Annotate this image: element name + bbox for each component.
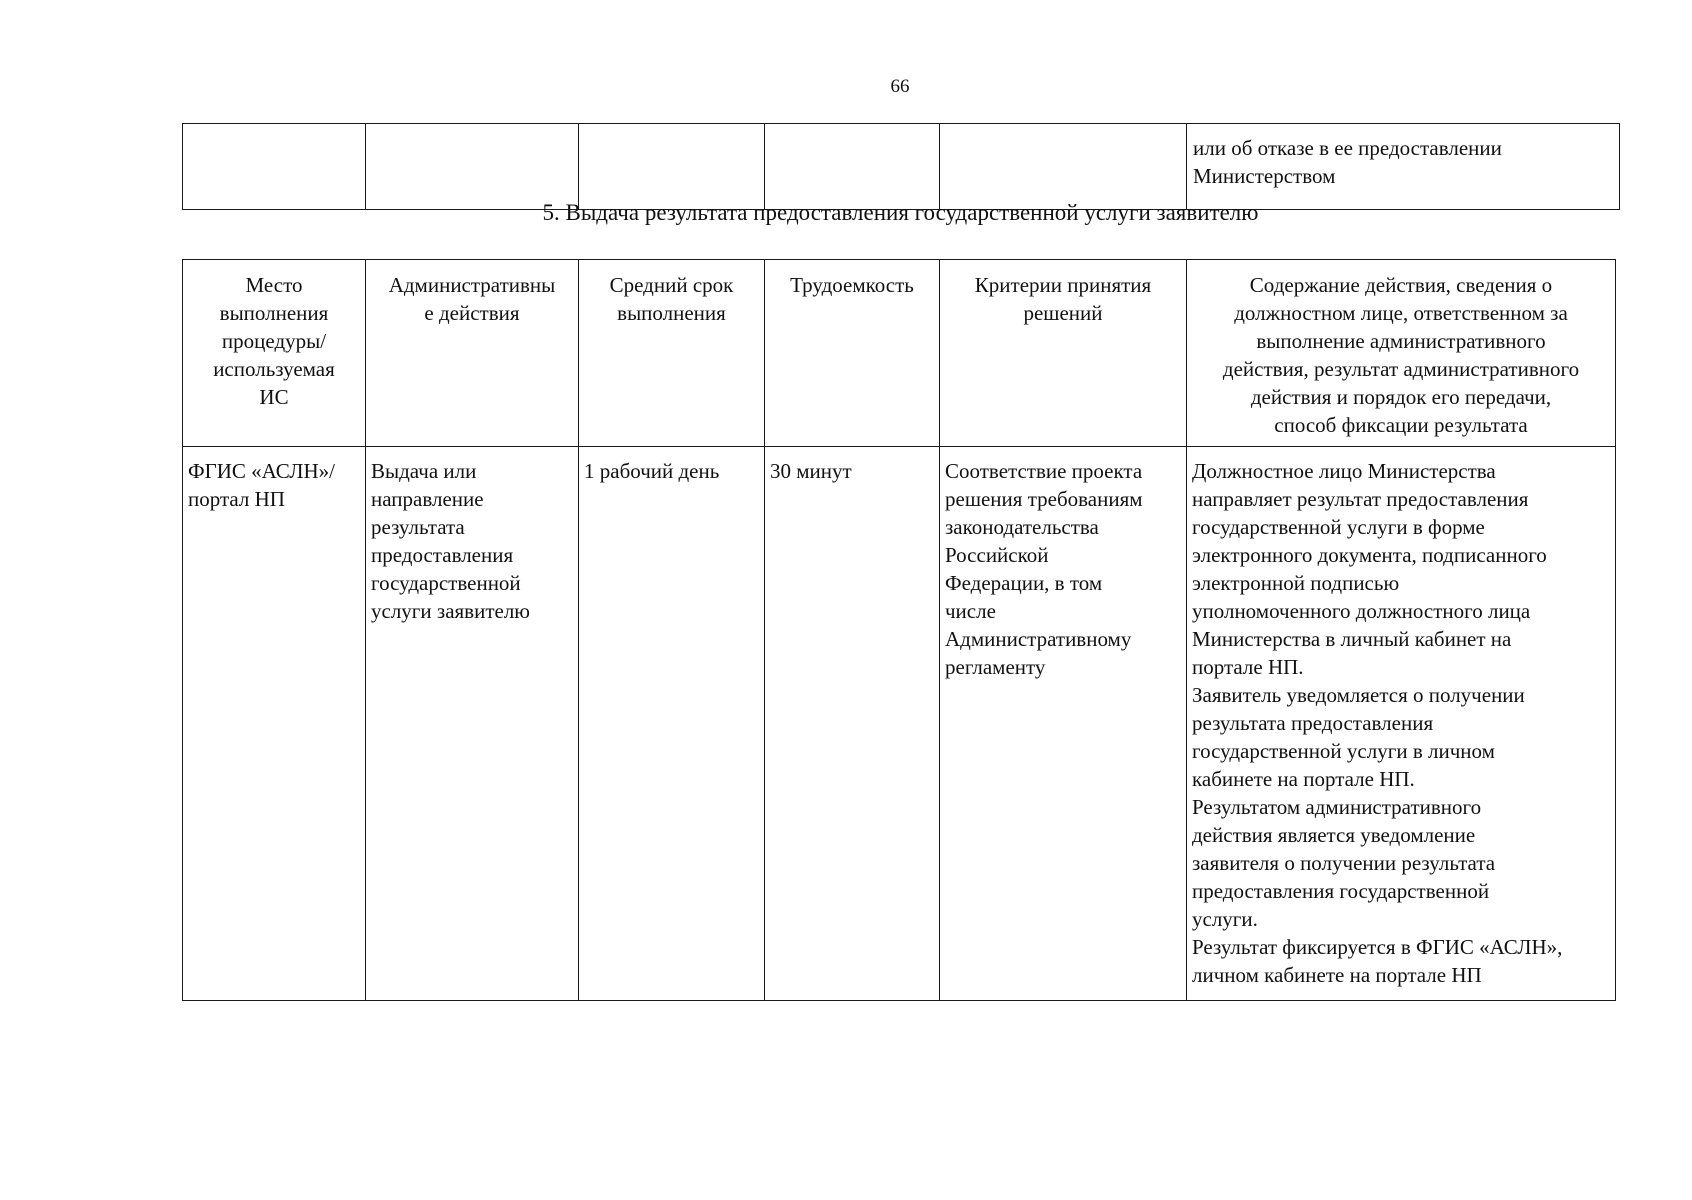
column-header: Содержание действия, сведения о должностном лице, ответственном за выполнение административного действия, результат административного действия и порядок его передачи, способ фиксации результата: [1187, 260, 1616, 447]
column-header: Место выполнения процедуры/ используемая ИС: [183, 260, 366, 447]
table-cell: Соответствие проекта решения требованиям законодательства Российской Федерации, в том числе Административному регламенту: [940, 447, 1187, 1001]
table-cell: [765, 124, 940, 210]
table-cell: [579, 124, 765, 210]
table-row: [183, 447, 1616, 1001]
table-header-row: [183, 260, 1616, 447]
table-cell: Выдача или направление результата предоставления государственной услуги заявителю: [366, 447, 579, 1001]
table-cell: 1 рабочий день: [579, 447, 765, 1001]
continuation-table: [182, 123, 1620, 210]
column-header: Средний срок выполнения: [579, 260, 765, 447]
table-cell: [183, 124, 366, 210]
table-cell: [940, 124, 1187, 210]
page-number: 66: [890, 76, 910, 97]
procedure-table: [182, 259, 1616, 1001]
table-cell: или об отказе в ее предоставлении Министерством: [1187, 124, 1620, 210]
table-row: [183, 124, 1620, 210]
section-title: 5. Выдача результата предоставления государственной услуги заявителю: [542, 200, 1259, 225]
column-header: Административны е действия: [366, 260, 579, 447]
column-header: Трудоемкость: [765, 260, 940, 447]
table-cell: 30 минут: [765, 447, 940, 1001]
column-header: Критерии принятия решений: [940, 260, 1187, 447]
table-cell: [366, 124, 579, 210]
table-cell: ФГИС «АСЛН»/ портал НП: [183, 447, 366, 1001]
table-cell: Должностное лицо Министерства направляет результат предоставления государственной услуги в форме электронного документа, подписанного электронной подписью уполномоченного должностного лица Министерства в личный кабинет на портале НП. Заявитель уведомляется о получении результата предоставления государственной услуги в личном кабинете на портале НП. Результатом административного действия является уведомление заявителя о получении результата предоставления государственной услуги. Результат фиксируется в ФГИС «АСЛН», личном кабинете на портале НП: [1187, 447, 1616, 1001]
